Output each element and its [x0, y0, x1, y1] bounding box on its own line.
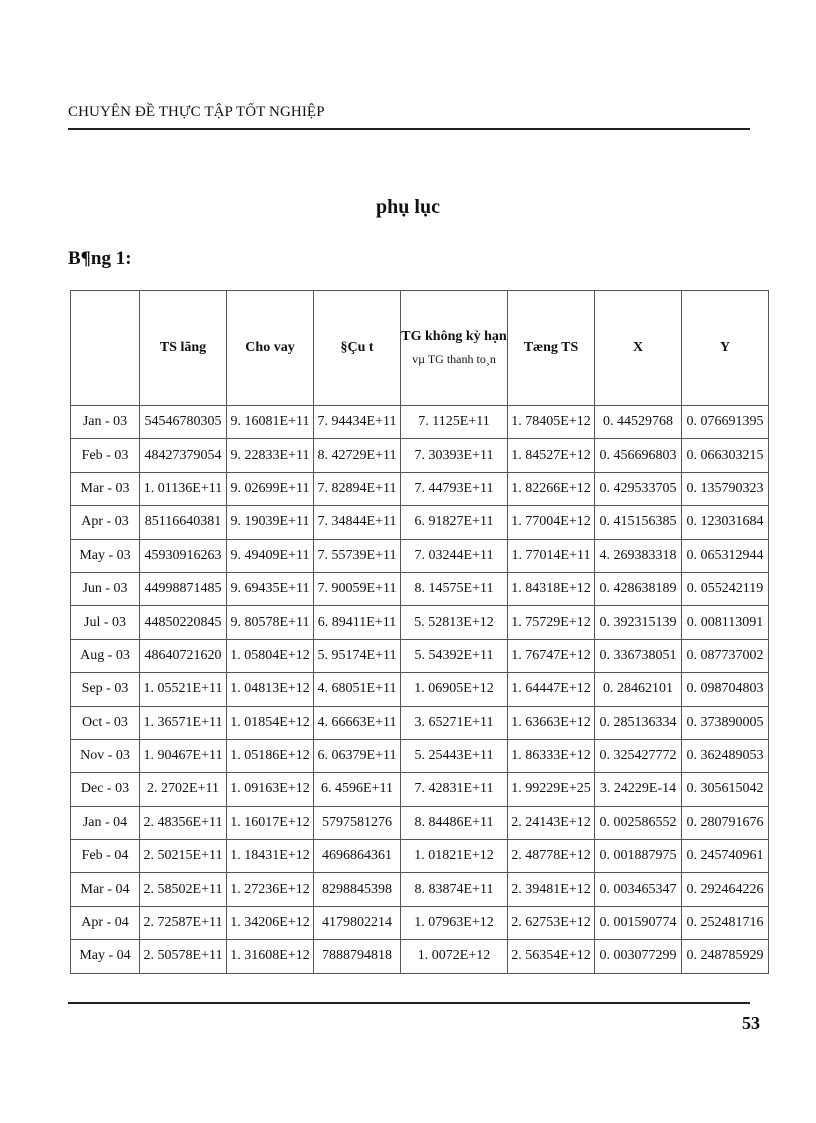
table-cell: 3. 65271E+11: [401, 706, 508, 739]
table-row: [71, 739, 769, 772]
table-cell: 1. 01854E+12: [227, 706, 314, 739]
table-cell: 1. 16017E+12: [227, 806, 314, 839]
table-cell: 5797581276: [314, 806, 401, 839]
table-cell: 1. 77014E+11: [508, 539, 595, 572]
table-cell: 0. 001887975: [595, 840, 682, 873]
table-row: [71, 673, 769, 706]
table-cell: 54546780305: [140, 406, 227, 439]
table-row: [71, 873, 769, 906]
column-header: Cho vay: [227, 291, 314, 406]
table-cell: 5. 25443E+11: [401, 739, 508, 772]
table-row: [71, 606, 769, 639]
table-cell: 7. 55739E+11: [314, 539, 401, 572]
table-cell: 7888794818: [314, 940, 401, 973]
table-cell: 1. 0072E+12: [401, 940, 508, 973]
table-cell: 0. 336738051: [595, 639, 682, 672]
column-header-label: TG không kỳ hạn: [401, 329, 507, 345]
document-header: CHUYÊN ĐỀ THỰC TẬP TỐT NGHIỆP: [68, 104, 325, 120]
table-cell: 1. 05521E+11: [140, 673, 227, 706]
table-cell: 0. 245740961: [682, 840, 769, 873]
table-cell: 9. 19039E+11: [227, 506, 314, 539]
table-cell: 9. 02699E+11: [227, 472, 314, 505]
table-cell: 0. 076691395: [682, 406, 769, 439]
row-period-cell: Dec - 03: [71, 773, 140, 806]
table-cell: 0. 44529768: [595, 406, 682, 439]
table-cell: 2. 48356E+11: [140, 806, 227, 839]
page-number: 53: [742, 1013, 760, 1033]
column-header: X: [595, 291, 682, 406]
table-cell: 1. 63663E+12: [508, 706, 595, 739]
table-cell: 7. 30393E+11: [401, 439, 508, 472]
table-cell: 1. 82266E+12: [508, 472, 595, 505]
table-cell: 1. 84318E+12: [508, 572, 595, 605]
table-cell: 1. 99229E+25: [508, 773, 595, 806]
table-cell: 0. 066303215: [682, 439, 769, 472]
row-period-cell: May - 04: [71, 940, 140, 973]
footer-divider: [68, 1002, 750, 1004]
table-cell: 6. 91827E+11: [401, 506, 508, 539]
row-period-cell: Jan - 04: [71, 806, 140, 839]
table-cell: 4. 68051E+11: [314, 673, 401, 706]
table-cell: 0. 001590774: [595, 906, 682, 939]
table-cell: 0. 098704803: [682, 673, 769, 706]
column-header-deposits: [401, 291, 508, 406]
table-cell: 9. 69435E+11: [227, 572, 314, 605]
table-row: [71, 472, 769, 505]
table-cell: 1. 84527E+12: [508, 439, 595, 472]
table-cell: 6. 89411E+11: [314, 606, 401, 639]
table-row: [71, 406, 769, 439]
table-cell: 9. 16081E+11: [227, 406, 314, 439]
table-cell: 0. 305615042: [682, 773, 769, 806]
page-title: phụ lục: [376, 196, 440, 218]
table-cell: 1. 01821E+12: [401, 840, 508, 873]
row-period-cell: Apr - 04: [71, 906, 140, 939]
table-cell: 9. 22833E+11: [227, 439, 314, 472]
table-cell: 8. 14575E+11: [401, 572, 508, 605]
table-cell: 1. 64447E+12: [508, 673, 595, 706]
row-period-cell: Jun - 03: [71, 572, 140, 605]
table-cell: 2. 24143E+12: [508, 806, 595, 839]
table-cell: 85116640381: [140, 506, 227, 539]
table-cell: 1. 09163E+12: [227, 773, 314, 806]
table-row: [71, 706, 769, 739]
table-cell: 0. 087737002: [682, 639, 769, 672]
table-cell: 1. 86333E+12: [508, 739, 595, 772]
table-cell: 8. 42729E+11: [314, 439, 401, 472]
table-cell: 0. 280791676: [682, 806, 769, 839]
table-row: [71, 639, 769, 672]
table-cell: 1. 27236E+12: [227, 873, 314, 906]
table-cell: 1. 75729E+12: [508, 606, 595, 639]
table-cell: 2. 39481E+12: [508, 873, 595, 906]
table-cell: 1. 18431E+12: [227, 840, 314, 873]
table-cell: 5. 52813E+12: [401, 606, 508, 639]
column-header-sublabel: vµ TG thanh to¸n: [412, 352, 496, 367]
table-cell: 0. 28462101: [595, 673, 682, 706]
table-cell: 1. 05804E+12: [227, 639, 314, 672]
row-period-cell: Mar - 03: [71, 472, 140, 505]
table-cell: 2. 2702E+11: [140, 773, 227, 806]
table-cell: 1. 04813E+12: [227, 673, 314, 706]
table-cell: 6. 4596E+11: [314, 773, 401, 806]
column-header: TS lãng: [140, 291, 227, 406]
header-divider: [68, 128, 750, 130]
table-cell: 2. 48778E+12: [508, 840, 595, 873]
table-cell: 4179802214: [314, 906, 401, 939]
table-row: [71, 840, 769, 873]
table-cell: 9. 80578E+11: [227, 606, 314, 639]
table-cell: 0. 415156385: [595, 506, 682, 539]
row-period-cell: Feb - 04: [71, 840, 140, 873]
table-cell: 0. 055242119: [682, 572, 769, 605]
table-cell: 0. 123031684: [682, 506, 769, 539]
table-cell: 8. 84486E+11: [401, 806, 508, 839]
table-cell: 7. 94434E+11: [314, 406, 401, 439]
table-cell: 2. 62753E+12: [508, 906, 595, 939]
table-cell: 2. 50215E+11: [140, 840, 227, 873]
table-cell: 5. 95174E+11: [314, 639, 401, 672]
column-header: Y: [682, 291, 769, 406]
table-cell: 1. 36571E+11: [140, 706, 227, 739]
table-cell: 0. 065312944: [682, 539, 769, 572]
table-cell: 8. 83874E+11: [401, 873, 508, 906]
column-header: §Çu t: [314, 291, 401, 406]
table-cell: 0. 248785929: [682, 940, 769, 973]
table-row: [71, 773, 769, 806]
table-cell: 1. 31608E+12: [227, 940, 314, 973]
table-cell: 0. 008113091: [682, 606, 769, 639]
column-header: Tæng TS: [508, 291, 595, 406]
row-period-cell: Oct - 03: [71, 706, 140, 739]
row-period-cell: Apr - 03: [71, 506, 140, 539]
table-row: [71, 572, 769, 605]
table-cell: 0. 252481716: [682, 906, 769, 939]
table-cell: 0. 392315139: [595, 606, 682, 639]
table-cell: 4. 66663E+11: [314, 706, 401, 739]
table-cell: 3. 24229E-14: [595, 773, 682, 806]
table-cell: 0. 373890005: [682, 706, 769, 739]
table-cell: 9. 49409E+11: [227, 539, 314, 572]
table-cell: 1. 78405E+12: [508, 406, 595, 439]
table-cell: 7. 44793E+11: [401, 472, 508, 505]
table-cell: 0. 003465347: [595, 873, 682, 906]
table-cell: 5. 54392E+11: [401, 639, 508, 672]
table-cell: 4696864361: [314, 840, 401, 873]
table-cell: 0. 285136334: [595, 706, 682, 739]
table-cell: 7. 42831E+11: [401, 773, 508, 806]
table-cell: 44998871485: [140, 572, 227, 605]
table-cell: 0. 003077299: [595, 940, 682, 973]
table-row: [71, 906, 769, 939]
table-cell: 1. 01136E+11: [140, 472, 227, 505]
table-header-row: [71, 291, 769, 406]
table-cell: 1. 07963E+12: [401, 906, 508, 939]
table-body: [71, 406, 769, 974]
table-cell: 8298845398: [314, 873, 401, 906]
table-cell: 0. 362489053: [682, 739, 769, 772]
table-cell: 48427379054: [140, 439, 227, 472]
table-caption: B¶ng 1:: [68, 248, 132, 269]
row-period-cell: Nov - 03: [71, 739, 140, 772]
table-cell: 1. 06905E+12: [401, 673, 508, 706]
table-cell: 6. 06379E+11: [314, 739, 401, 772]
table-cell: 1. 90467E+11: [140, 739, 227, 772]
row-period-cell: Mar - 04: [71, 873, 140, 906]
column-header: [71, 291, 140, 406]
table-cell: 0. 428638189: [595, 572, 682, 605]
table-cell: 0. 292464226: [682, 873, 769, 906]
row-period-cell: Sep - 03: [71, 673, 140, 706]
table-cell: 2. 50578E+11: [140, 940, 227, 973]
data-table: [70, 290, 769, 974]
table-row: [71, 506, 769, 539]
table-cell: 1. 77004E+12: [508, 506, 595, 539]
table-cell: 2. 56354E+12: [508, 940, 595, 973]
table-cell: 4. 269383318: [595, 539, 682, 572]
table-cell: 0. 456696803: [595, 439, 682, 472]
table-cell: 2. 72587E+11: [140, 906, 227, 939]
table-cell: 7. 90059E+11: [314, 572, 401, 605]
table-row: [71, 439, 769, 472]
row-period-cell: Feb - 03: [71, 439, 140, 472]
table-cell: 0. 325427772: [595, 739, 682, 772]
table-row: [71, 940, 769, 973]
table-cell: 1. 34206E+12: [227, 906, 314, 939]
table-cell: 7. 1125E+11: [401, 406, 508, 439]
table-cell: 7. 82894E+11: [314, 472, 401, 505]
row-period-cell: Jan - 03: [71, 406, 140, 439]
table-cell: 1. 76747E+12: [508, 639, 595, 672]
table-cell: 7. 03244E+11: [401, 539, 508, 572]
row-period-cell: May - 03: [71, 539, 140, 572]
table-cell: 45930916263: [140, 539, 227, 572]
table-cell: 7. 34844E+11: [314, 506, 401, 539]
row-period-cell: Aug - 03: [71, 639, 140, 672]
table-row: [71, 539, 769, 572]
table-row: [71, 806, 769, 839]
row-period-cell: Jul - 03: [71, 606, 140, 639]
table-cell: 0. 135790323: [682, 472, 769, 505]
table-cell: 1. 05186E+12: [227, 739, 314, 772]
table-cell: 44850220845: [140, 606, 227, 639]
table-cell: 0. 429533705: [595, 472, 682, 505]
table-cell: 2. 58502E+11: [140, 873, 227, 906]
table-cell: 48640721620: [140, 639, 227, 672]
table-cell: 0. 002586552: [595, 806, 682, 839]
